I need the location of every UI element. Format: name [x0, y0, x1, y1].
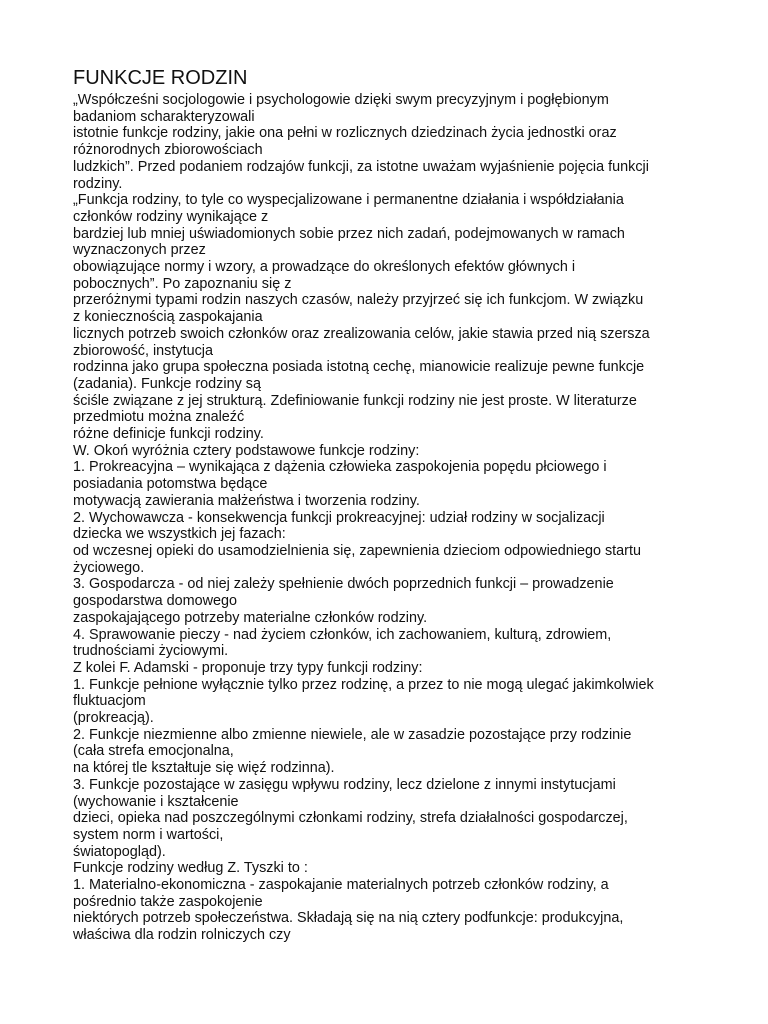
text-line: przedmiotu można znaleźć	[73, 409, 245, 426]
text-line: „Współcześni socjologowie i psychologowie dzięki swym precyzyjnym i pogłębionym	[73, 92, 609, 108]
text-line: system norm i wartości,	[73, 826, 224, 843]
text-line: dziecka we wszystkich jej fazach:	[73, 526, 286, 543]
text-line: fluktuacjom	[73, 693, 146, 710]
text-line: obowiązujące normy i wzory, a prowadzące do określonych efektów głównych i	[73, 259, 576, 276]
text-line: ściśle związane z jej strukturą. Zdefiniowanie funkcji rodziny nie jest proste. W literaturze	[73, 392, 637, 409]
text-line: na której tle kształtuje się więź rodzinna).	[73, 760, 335, 777]
text-line: zbiorowość, instytucja	[73, 342, 213, 359]
text-line: (wychowanie i kształcenie	[73, 793, 239, 810]
text-line: 3. Gospodarcza - od niej zależy spełnienie dwóch poprzednich funkcji – prowadzenie	[73, 576, 614, 593]
text-line: W. Okoń wyróżnia cztery podstawowe funkcje rodziny:	[73, 442, 420, 459]
text-line: rodzinna jako grupa społeczna posiada istotną cechę, mianowicie realizuje pewne funkcje	[73, 359, 645, 376]
text-line: istotnie funkcje rodziny, jakie ona pełni w rozlicznych dziedzinach życia jednostki oraz	[73, 125, 617, 142]
text-line: gospodarstwa domowego	[73, 593, 237, 610]
text-line: życiowego.	[73, 559, 145, 576]
text-line: (prokreacją).	[73, 710, 154, 727]
text-line: bardziej lub mniej uświadomionych sobie przez nich zadań, podejmowanych w ramach	[73, 225, 625, 242]
text-line: właściwa dla rodzin rolniczych czy	[73, 927, 291, 944]
text-line: od wczesnej opieki do usamodzielnienia się, zapewnienia dzieciom odpowiedniego startu	[73, 542, 641, 559]
text-line: 4. Sprawowanie pieczy - nad życiem członków, ich zachowaniem, kulturą, zdrowiem,	[73, 626, 612, 643]
text-line: trudnościami życiowymi.	[73, 643, 229, 660]
text-line: z koniecznością zaspokajania	[73, 309, 263, 326]
text-line: badaniom scharakteryzowali	[73, 108, 255, 125]
text-line: (cała strefa emocjonalna,	[73, 743, 234, 760]
text-line: wyznaczonych przez	[73, 242, 206, 259]
text-line: ludzkich”. Przed podaniem rodzajów funkcji, za istotne uważam wyjaśnienie pojęcia funkcji	[73, 158, 649, 175]
text-line: (zadania). Funkcje rodziny są	[73, 375, 261, 392]
text-line: Funkcje rodziny według Z. Tyszki to :	[73, 860, 308, 877]
text-line: światopogląd).	[73, 843, 166, 860]
text-line: pośrednio także zaspokojenie	[73, 893, 263, 910]
text-line: dzieci, opieka nad poszczególnymi członkami rodziny, strefa działalności gospodarczej,	[73, 810, 628, 827]
text-line: 1. Funkcje pełnione wyłącznie tylko przez rodzinę, a przez to nie mogą ulegać jakimkolwiek	[73, 676, 654, 693]
text-line: 1. Materialno-ekonomiczna - zaspokajanie materialnych potrzeb członków rodziny, a	[73, 877, 609, 894]
text-line: 3. Funkcje pozostające w zasięgu wpływu rodziny, lecz dzielone z innymi instytucjami	[73, 776, 616, 793]
text-line: przeróżnymi typami rodzin naszych czasów, należy przyjrzeć się ich funkcjom. W związku	[73, 292, 644, 309]
text-line: „Funkcja rodziny, to tyle co wyspecjalizowane i permanentne działania i współdziałania	[73, 192, 624, 209]
text-line: Z kolei F. Adamski - proponuje trzy typy funkcji rodziny:	[73, 659, 423, 676]
document-title: FUNKCJE RODZIN	[73, 67, 248, 89]
text-line: 1. Prokreacyjna – wynikająca z dążenia człowieka zaspokojenia popędu płciowego i	[73, 459, 607, 476]
text-line: różnorodnych zbiorowościach	[73, 142, 263, 159]
document-body	[73, 92, 753, 944]
text-line: różne definicje funkcji rodziny.	[73, 426, 264, 443]
text-line: zaspokajającego potrzeby materialne członków rodziny.	[73, 609, 428, 626]
document-page	[73, 66, 753, 944]
text-line: rodziny.	[73, 175, 123, 192]
text-line: pobocznych”. Po zapoznaniu się z	[73, 275, 292, 292]
text-line: motywacją zawierania małżeństwa i tworzenia rodziny.	[73, 492, 420, 509]
text-line: licznych potrzeb swoich członków oraz zrealizowania celów, jakie stawia przed nią szersza	[73, 325, 650, 342]
text-line: członków rodziny wynikające z	[73, 208, 269, 225]
text-line: 2. Wychowawcza - konsekwencja funkcji prokreacyjnej: udział rodziny w socjalizacji	[73, 509, 605, 526]
text-line: posiadania potomstwa będące	[73, 476, 268, 493]
text-line: 2. Funkcje niezmienne albo zmienne niewiele, ale w zasadzie pozostające przy rodzinie	[73, 726, 632, 743]
text-line: niektórych potrzeb społeczeństwa. Składają się na nią cztery podfunkcje: produkcyjna,	[73, 910, 624, 927]
